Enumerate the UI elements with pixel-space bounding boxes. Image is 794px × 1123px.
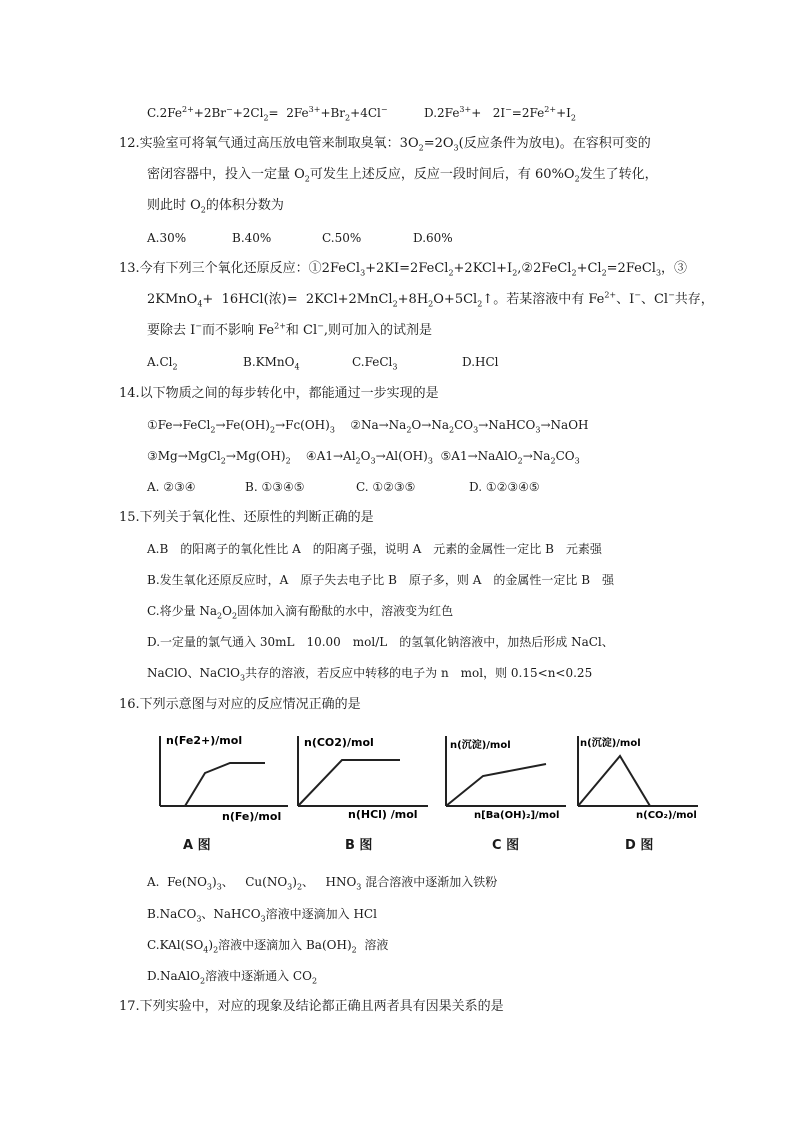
graph-b-caption: B 图 (345, 838, 373, 853)
q16-option-b: B.NaCO$_3$、NaHCO$_3$溶液中逐滴加入 HCl (147, 907, 377, 924)
graph-a-ylabel: n(Fe2+)/mol (166, 734, 243, 747)
graph-a-caption: A 图 (183, 838, 211, 853)
graph-b (290, 728, 430, 824)
graph-a-xlabel: n(Fe)/mol (222, 810, 282, 823)
q15-option-b: B.发生氧化还原反应时，A 原子失去电子比 B 原子多，则 A 的金属性一定比 B 强 (147, 573, 615, 587)
graph-b-ylabel: n(CO2)/mol (304, 736, 374, 749)
q12-option-b: B.40% (232, 231, 272, 245)
graph-c-caption: C 图 (492, 838, 520, 853)
q14-stem: 14.以下物质之间的每步转化中，都能通过一步实现的是 (119, 386, 439, 401)
q11-option-c: $C.2Fe^{2+}+2Br^-+2Cl_2= 2Fe^{3+}+Br_2+4Cl^-$ (147, 105, 388, 123)
graph-d-caption: D 图 (625, 838, 654, 853)
q14-option-b: B. ①③④⑤ (245, 480, 305, 494)
graph-a-svg (150, 728, 295, 824)
q12-option-d: D.60% (413, 231, 453, 245)
q12-stem-line1: 12.实验室可将氧气通过高压放电管来制取臭氧：$3O_2=2O_3$(反应条件为放电)。在容积可变的 (119, 136, 651, 153)
q12-stem-line3: 则此时 $O_2$的体积分数为 (147, 198, 284, 215)
q16-option-d: D.NaAlO$_2$溶液中逐渐通入 $CO_2$ (147, 969, 318, 986)
q13-stem-line2: 2KMnO$_4$+ 16HCl(浓)= $2KCl+2MnCl_2+8H_2O+5Cl_2↑$。若某溶液中有 $Fe^{2+}$、I−、Cl−共存， (147, 290, 714, 309)
graph-c-xlabel: n[Ba(OH)₂]/mol (474, 810, 560, 821)
q16-option-c: $C.KAl(SO_4)_2$溶液中逐滴加入 $Ba(OH)_2$ 溶液 (147, 938, 389, 955)
q15-option-a: A.B 的阳离子的氧化性比 A 的阳离子强，说明 A 元素的金属性一定比 B 元素强 (147, 542, 602, 556)
graph-d-svg (570, 728, 712, 824)
graph-c-curve (446, 764, 546, 806)
graph-d (570, 728, 712, 824)
q14-conversion-row1: $①Fe\to FeCl_2\to Fe(OH)_2\to Fc(OH)_3$ $②Na\to Na_2O\to Na_2CO_3\to NaHCO_3\to NaOH$ (147, 418, 589, 435)
graph-b-xlabel: n(HCl) /mol (348, 808, 418, 821)
q13-stem-line3: 要除去 I−而不影响 $Fe^{2+}$和 Cl−,则可加入的试剂是 (147, 321, 433, 338)
graph-c-svg (438, 728, 568, 824)
q12-option-a: A.30% (147, 231, 187, 245)
q13-option-a: $A.Cl_2$ (147, 355, 178, 372)
q15-option-d-line2: NaClO、NaClO$_3$共存的溶液，若反应中转移的电子为 n mol，则 0.15<n<0.25 (147, 666, 593, 683)
q14-option-c: C. ①②③⑤ (356, 480, 416, 494)
q12-option-c: C.50% (322, 231, 362, 245)
q13-stem-line1: 13.今有下列三个氧化还原反应：$①2FeCl_3+2KI=2FeCl_2+2KCl+I_2,②2FeCl_2+Cl_2=2FeCl_3$，③ (119, 261, 688, 278)
q15-option-d-line1: D.一定量的氯气通入 30mL 10.00 mol/L 的氢氧化钠溶液中，加热后形成 NaCl、 (147, 635, 614, 649)
graph-b-curve (298, 760, 400, 806)
graph-a-curve (160, 763, 265, 806)
q14-option-d: D. ①②③④⑤ (469, 480, 540, 494)
q16-option-a: A. $Fe(NO_3)_3$、 $Cu(NO_3)_2$、 $HNO_3$ 混合溶液中逐渐加入铁粉 (147, 875, 498, 892)
graph-b-svg (290, 728, 430, 824)
q15-option-c: C.将少量 $Na_2O_2$固体加入滴有酚酞的水中，溶液变为红色 (147, 604, 454, 621)
q13-option-c: C.FeCl$_3$ (352, 355, 398, 372)
q15-stem: 15.下列关于氧化性、还原性的判断正确的是 (119, 510, 374, 525)
q17-stem: 17.下列实验中，对应的现象及结论都正确且两者具有因果关系的是 (119, 999, 504, 1014)
q14-option-a: A. ②③④ (147, 480, 196, 494)
q16-stem: 16.下列示意图与对应的反应情况正确的是 (119, 697, 361, 712)
q13-option-d: D.HCl (462, 355, 499, 369)
q13-option-b: B.KMnO$_4$ (243, 355, 300, 372)
graph-a (150, 728, 295, 824)
q14-conversion-row2: $③Mg\to MgCl_2\to Mg(OH)_2$ $④A1\to Al_2O_3\to Al(OH)_3$ $⑤A1\to NaAlO_2\to Na_2CO_3$ (147, 449, 580, 466)
graph-c (438, 728, 568, 824)
graph-c-ylabel: n(沉淀)/mol (450, 740, 511, 751)
q12-stem-line2: 密闭容器中，投入一定量 $O_2$可发生上述反应，反应一段时间后，有 $60\%O_2$发生了转化， (147, 167, 658, 184)
q11-option-d: $D.2Fe^{3+}+ 2I^-=2Fe^{2+}+I_2$ (424, 105, 576, 123)
graph-d-ylabel: n(沉淀)/mol (580, 738, 641, 749)
graph-d-xlabel: n(CO₂)/mol (636, 810, 697, 821)
graph-d-curve (578, 756, 650, 806)
